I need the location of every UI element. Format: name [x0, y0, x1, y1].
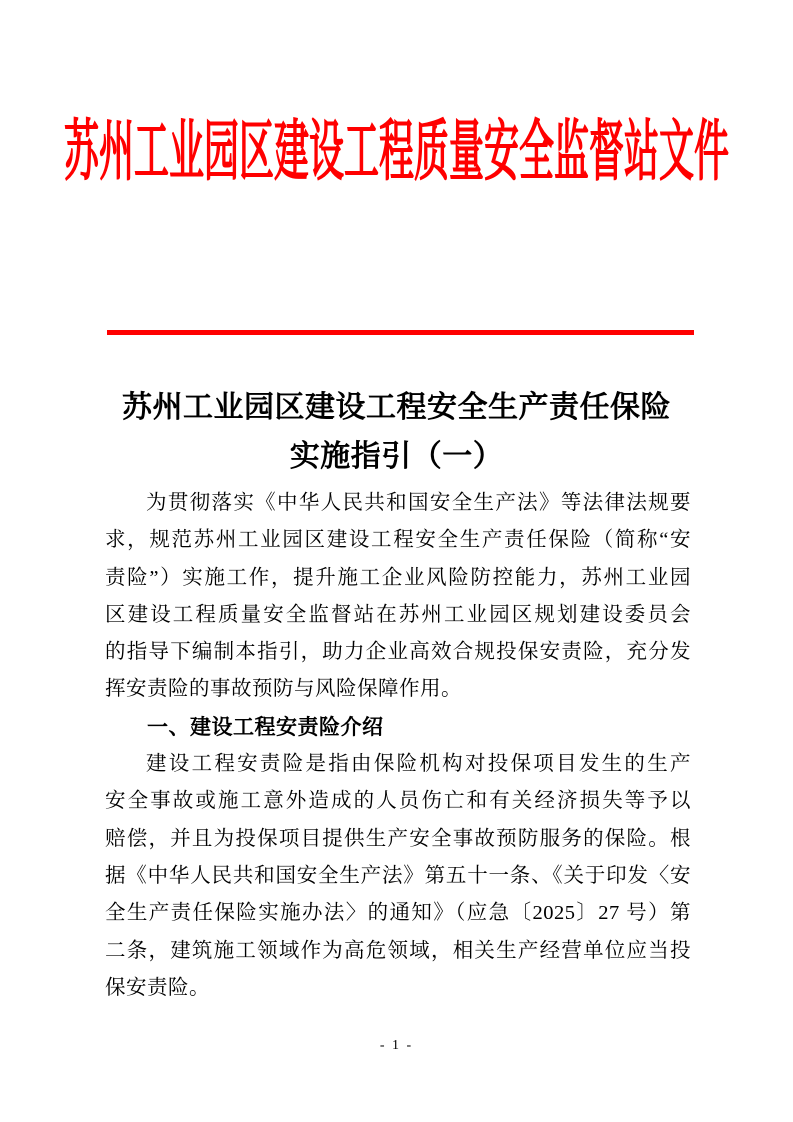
body-line: 求，规范苏州工业园区建设工程安全生产责任保险（简称“安 [105, 529, 691, 552]
doc-title-line-2: 实施指引（一） [289, 440, 504, 473]
body-line: 挥安责险的事故预防与风险保障作用。 [105, 678, 462, 701]
body-line: 二条，建筑施工领域作为高危领域，相关生产经营单位应当投 [105, 939, 691, 962]
doc-title-line-1: 苏州工业园区建设工程安全生产责任保险 [122, 391, 671, 424]
section-heading-1: 一、建设工程安责险介绍 [147, 715, 384, 739]
body-line: 建设工程安责险是指由保险机构对投保项目发生的生产 [146, 753, 691, 776]
body-line: 赔偿，并且为投保项目提供生产安全事故预防服务的保险。根 [105, 827, 691, 850]
page-number: - 1 - [379, 1038, 414, 1053]
doc-body [105, 485, 691, 1007]
letterhead-org-title: 苏州工业园区建设工程质量安全监督站文件 [63, 115, 729, 190]
body-line: 为贯彻落实《中华人民共和国安全生产法》等法律法规要 [146, 492, 691, 514]
paragraph-definition [105, 746, 691, 1007]
doc-letterhead [0, 115, 793, 190]
body-line: 区建设工程质量安全监督站在苏州工业园区规划建设委员会 [105, 603, 691, 626]
body-line: 全生产责任保险实施办法〉的通知》（应急〔2025〕27 号）第 [105, 902, 691, 925]
paragraph-intro [105, 485, 691, 709]
body-line: 据《中华人民共和国安全生产法》第五十一条、《关于印发〈安 [105, 864, 691, 887]
body-line: 安全事故或施工意外造成的人员伤亡和有关经济损失等予以 [105, 790, 691, 813]
body-line: 责险”）实施工作，提升施工企业风险防控能力，苏州工业园 [105, 566, 691, 589]
doc-title [0, 383, 793, 481]
body-line: 的指导下编制本指引，助力企业高效合规投保安责险，充分发 [105, 641, 691, 664]
red-divider-rule [107, 330, 694, 335]
body-line: 保安责险。 [105, 976, 210, 999]
